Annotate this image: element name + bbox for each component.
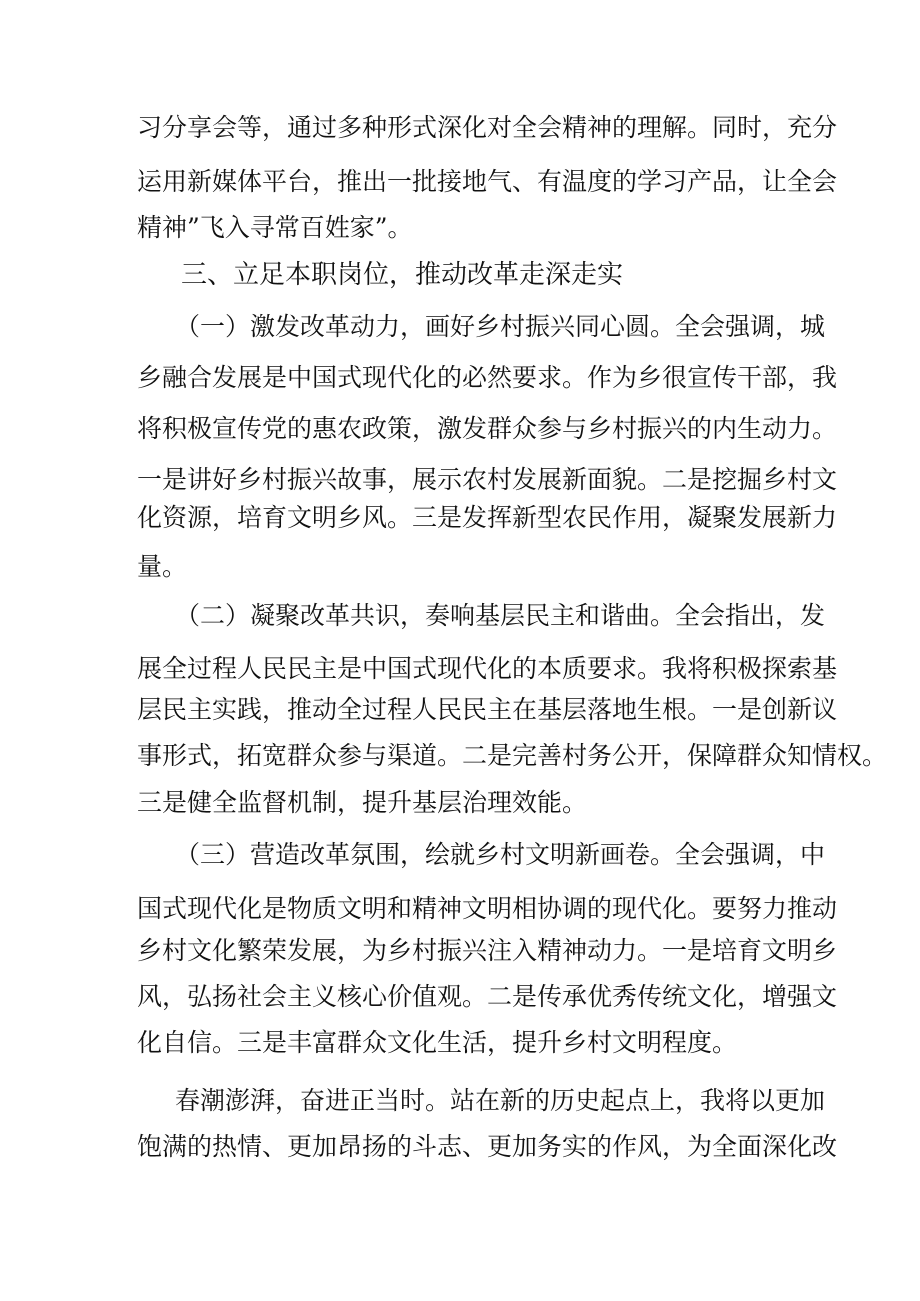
paragraph-line: （三）营造改革氛围，绘就乡村文明新画卷。全会强调，中 [175,840,826,869]
section-heading: 三、立足本职岗位，推动改革走深走实 [181,260,624,290]
paragraph-line: （一）激发改革动力，画好乡村振兴同心圆。全会强调，城 [175,312,826,341]
paragraph-line: （二）凝聚改革共识，奏响基层民主和谐曲。全会指出，发 [175,601,826,630]
paragraph-line: 乡村文化繁荣发展，为乡村振兴注入精神动力。一是培育文明乡 [137,936,838,965]
paragraph-line: 饱满的热情、更加昂扬的斗志、更加务实的作风，为全面深化改 [137,1132,838,1161]
paragraph-line: 春潮澎湃，奋进正当时。站在新的历史起点上，我将以更加 [175,1086,826,1115]
paragraph-line: 将积极宣传党的惠农政策，激发群众参与乡村振兴的内生动力。 [137,414,838,443]
paragraph-line: 习分享会等，通过多种形式深化对全会精神的理解。同时，充分 [137,113,838,142]
paragraph-line: 国式现代化是物质文明和精神文明相协调的现代化。要努力推动 [137,894,838,923]
paragraph-line: 精神”飞入寻常百姓家”。 [137,213,413,242]
paragraph-line: 事形式，拓宽群众参与渠道。二是完善村务公开，保障群众知情权。 [137,741,888,770]
paragraph-line: 化自信。三是丰富群众文化生活，提升乡村文明程度。 [137,1028,738,1057]
paragraph-line: 一是讲好乡村振兴故事，展示农村发展新面貌。二是挖掘乡村文 [137,465,838,494]
paragraph-line: 量。 [137,552,188,581]
paragraph-line: 层民主实践，推动全过程人民民主在基层落地生根。一是创新议 [137,695,838,724]
paragraph-line: 三是健全监督机制，提升基层治理效能。 [137,788,588,817]
paragraph-line: 展全过程人民民主是中国式现代化的本质要求。我将积极探索基 [137,654,838,683]
paragraph-line: 运用新媒体平台，推出一批接地气、有温度的学习产品，让全会 [137,167,838,196]
paragraph-line: 风，弘扬社会主义核心价值观。二是传承优秀传统文化，增强文 [137,982,838,1011]
paragraph-line: 乡融合发展是中国式现代化的必然要求。作为乡很宣传干部，我 [137,363,838,392]
paragraph-line: 化资源，培育文明乡风。三是发挥新型农民作用，凝聚发展新力 [137,503,838,532]
